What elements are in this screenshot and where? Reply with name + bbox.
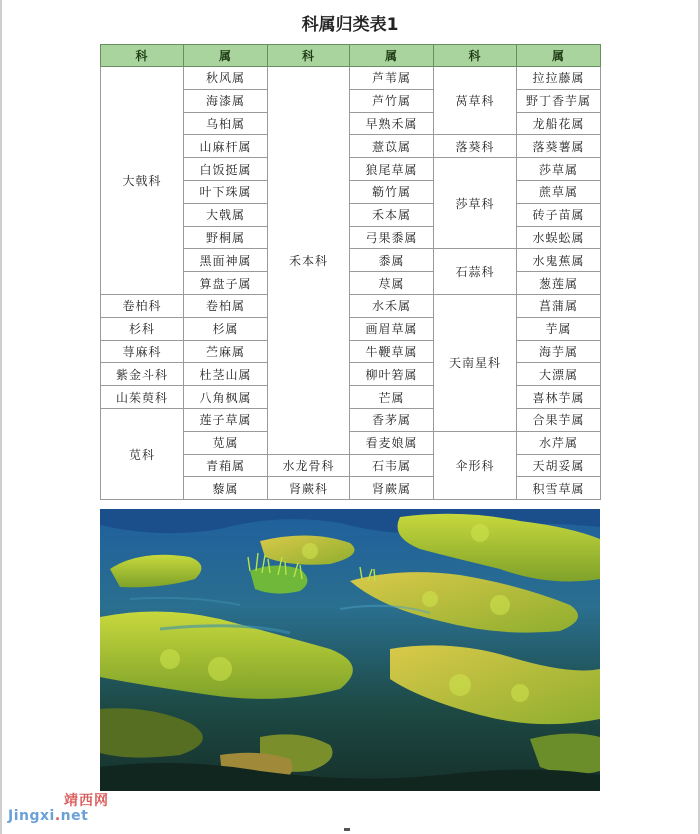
genus-cell: 叶下珠属	[184, 180, 268, 203]
genus-cell: 藜属	[184, 477, 268, 500]
header-family-2: 科	[268, 45, 350, 67]
family-cell: 莎草科	[434, 158, 517, 249]
genus-cell: 海漆属	[184, 89, 268, 112]
genus-cell: 画眉草属	[350, 317, 434, 340]
family-cell: 肾蕨科	[268, 477, 350, 500]
watermark-domain-tld: net	[60, 808, 89, 824]
genus-cell: 柳叶箬属	[350, 363, 434, 386]
genus-cell: 水蜈蚣属	[517, 226, 601, 249]
genus-cell: 杜茎山属	[184, 363, 268, 386]
table-row	[101, 294, 601, 317]
header-family-3: 科	[434, 45, 517, 67]
genus-cell: 乌桕属	[184, 112, 268, 135]
genus-cell: 大戟属	[184, 203, 268, 226]
table-row	[101, 67, 601, 90]
genus-cell: 芒属	[350, 386, 434, 409]
genus-cell: 牛鞭草属	[350, 340, 434, 363]
family-cell: 山茱萸科	[101, 386, 184, 409]
site-watermark	[8, 790, 128, 824]
family-cell: 禾本科	[268, 67, 350, 455]
page-number-mark	[344, 828, 350, 831]
genus-cell: 肾蕨属	[350, 477, 434, 500]
genus-cell: 落葵薯属	[517, 135, 601, 158]
family-cell: 杉科	[101, 317, 184, 340]
genus-cell: 苋属	[184, 431, 268, 454]
genus-cell: 莲子草属	[184, 408, 268, 431]
genus-cell: 荩属	[350, 272, 434, 295]
genus-cell: 八角枫属	[184, 386, 268, 409]
table-header-row	[101, 45, 601, 67]
genus-cell: 石韦属	[350, 454, 434, 477]
table-row	[101, 340, 601, 363]
genus-cell: 秋风属	[184, 67, 268, 90]
family-cell: 落葵科	[434, 135, 517, 158]
genus-cell: 芦竹属	[350, 89, 434, 112]
genus-cell: 合果芋属	[517, 408, 601, 431]
genus-cell: 香茅属	[350, 408, 434, 431]
family-genus-table	[100, 44, 601, 500]
family-cell: 天南星科	[434, 294, 517, 431]
watermark-domain-dot: .	[54, 808, 61, 824]
genus-cell: 葱莲属	[517, 272, 601, 295]
genus-cell: 砖子苗属	[517, 203, 601, 226]
header-genus-3: 属	[517, 45, 601, 67]
genus-cell: 山麻杆属	[184, 135, 268, 158]
table-row	[101, 363, 601, 386]
page-edge-left	[0, 0, 2, 834]
genus-cell: 黑面神属	[184, 249, 268, 272]
page-title: 科属归类表1	[301, 15, 399, 35]
genus-cell: 水鬼蕉属	[517, 249, 601, 272]
family-cell: 莴草科	[434, 67, 517, 135]
genus-cell: 卷柏属	[184, 294, 268, 317]
genus-cell: 薏苡属	[350, 135, 434, 158]
genus-cell: 杉属	[184, 317, 268, 340]
genus-cell: 莎草属	[517, 158, 601, 181]
genus-cell: 青葙属	[184, 454, 268, 477]
genus-cell: 蔗草属	[517, 180, 601, 203]
family-cell: 石蒜科	[434, 249, 517, 295]
header-genus-1: 属	[184, 45, 268, 67]
genus-cell: 拉拉藤属	[517, 67, 601, 90]
watermark-chinese: 靖西网	[64, 793, 109, 809]
family-cell: 水龙骨科	[268, 454, 350, 477]
table-row	[101, 386, 601, 409]
genus-cell: 水禾属	[350, 294, 434, 317]
genus-cell: 野丁香芋属	[517, 89, 601, 112]
watermark-domain-main: Jingxi	[8, 808, 55, 824]
genus-cell: 天胡妥属	[517, 454, 601, 477]
genus-cell: 看麦娘属	[350, 431, 434, 454]
genus-cell: 狼尾草属	[350, 158, 434, 181]
genus-cell: 算盘子属	[184, 272, 268, 295]
genus-cell: 野桐属	[184, 226, 268, 249]
genus-cell: 白饭挺属	[184, 158, 268, 181]
wetland-photo	[100, 509, 600, 791]
genus-cell: 积雪草属	[517, 477, 601, 500]
family-cell: 紫金斗科	[101, 363, 184, 386]
family-cell: 大戟科	[101, 67, 184, 295]
genus-cell: 水芹属	[517, 431, 601, 454]
genus-cell: 芦苇属	[350, 67, 434, 90]
table-row	[101, 317, 601, 340]
genus-cell: 海芋属	[517, 340, 601, 363]
genus-cell: 龙船花属	[517, 112, 601, 135]
genus-cell: 菖蒲属	[517, 294, 601, 317]
genus-cell: 禾本属	[350, 203, 434, 226]
genus-cell: 簕竹属	[350, 180, 434, 203]
family-cell: 伞形科	[434, 431, 517, 499]
genus-cell: 芋属	[517, 317, 601, 340]
genus-cell: 苎麻属	[184, 340, 268, 363]
genus-cell: 弓果黍属	[350, 226, 434, 249]
family-cell: 荨麻科	[101, 340, 184, 363]
table-row	[101, 408, 601, 431]
genus-cell: 喜林芋属	[517, 386, 601, 409]
family-cell: 卷柏科	[101, 294, 184, 317]
header-genus-2: 属	[350, 45, 434, 67]
genus-cell: 黍属	[350, 249, 434, 272]
genus-cell: 大漂属	[517, 363, 601, 386]
family-cell: 苋科	[101, 408, 184, 499]
header-family-1: 科	[101, 45, 184, 67]
genus-cell: 早熟禾属	[350, 112, 434, 135]
watermark-domain	[8, 808, 128, 824]
